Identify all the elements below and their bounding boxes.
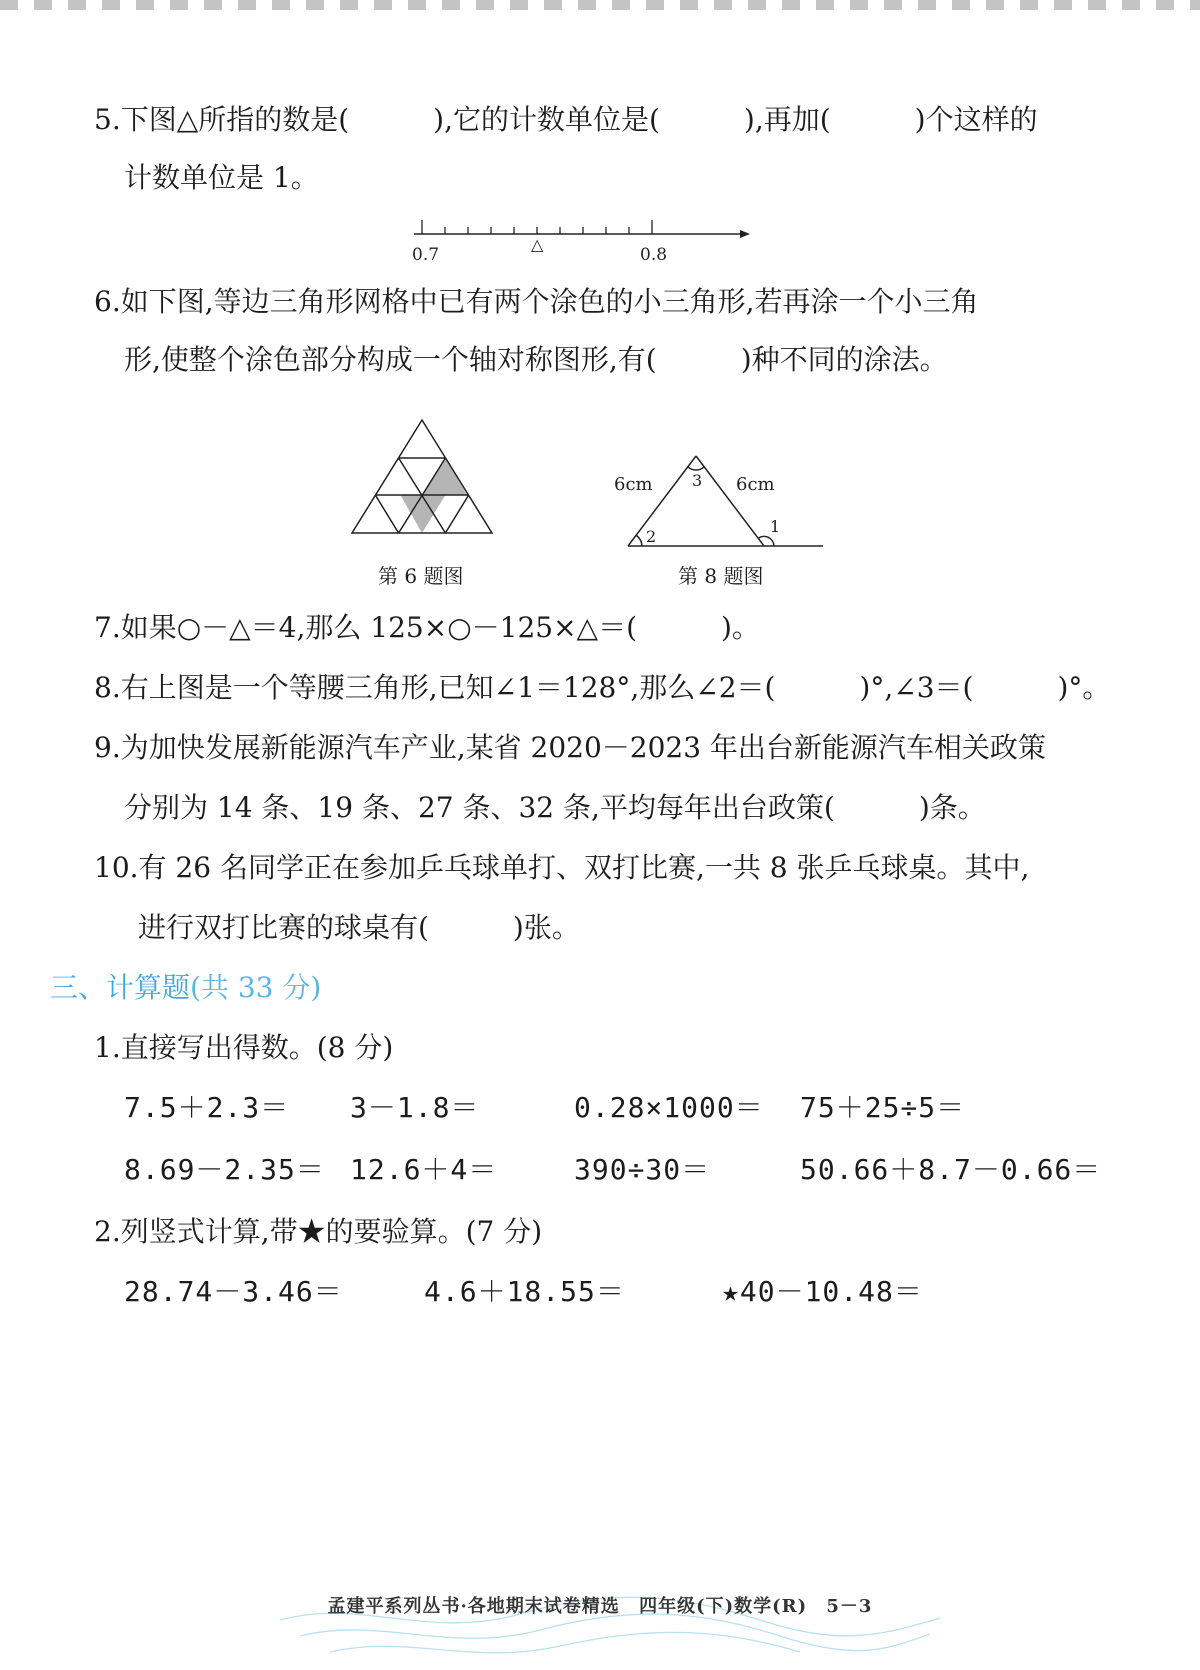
- calc-2-title: 2.列竖式计算,带★的要验算。(7 分): [94, 1215, 543, 1248]
- question-5-line1: 5.下图△所指的数是( ),它的计数单位是( ),再加( )个这样的: [94, 103, 1038, 136]
- calc-1-row1-item4: 75＋25÷5＝: [800, 1091, 966, 1124]
- figure-8-caption: 第 8 题图: [678, 564, 764, 588]
- footer-grade: 四年级(下)数学(R): [639, 1596, 808, 1617]
- question-8: 8.右上图是一个等腰三角形,已知∠1＝128°,那么∠2＝( )°,∠3＝( )°。: [94, 671, 1111, 704]
- shaded-triangle-lower: [400, 495, 445, 533]
- question-9-line2: 分别为 14 条、19 条、27 条、32 条,平均每年出台政策( )条。: [124, 791, 986, 824]
- calc-2-item3: ★40－10.48＝: [722, 1275, 923, 1308]
- number-line-label-right: 0.8: [640, 245, 668, 265]
- question-10-line1: 10.有 26 名同学正在参加乒乓球单打、双打比赛,一共 8 张乒乓球桌。其中,: [94, 851, 1030, 884]
- figure-6-caption: 第 6 题图: [378, 564, 464, 588]
- question-6-line1: 6.如下图,等边三角形网格中已有两个涂色的小三角形,若再涂一个小三角: [94, 285, 979, 318]
- top-edge-decoration: [0, 0, 1200, 10]
- calc-1-row2-item2: 12.6＋4＝: [350, 1153, 498, 1186]
- page-footer: [0, 1580, 1200, 1670]
- number-line-figure: [412, 218, 752, 268]
- calc-1-row2-item4: 50.66＋8.7－0.66＝: [800, 1153, 1102, 1186]
- calc-1-row1-item2: 3－1.8＝: [350, 1091, 480, 1124]
- question-5-line2: 计数单位是 1。: [124, 161, 319, 194]
- left-side-length: 6cm: [614, 474, 653, 495]
- section-3-heading: [50, 968, 321, 1008]
- calc-1-title: 1.直接写出得数。(8 分): [94, 1031, 394, 1064]
- calc-1-row2-item3: 390÷30＝: [574, 1153, 711, 1186]
- calc-1-row2-item1: 8.69－2.35＝: [124, 1153, 325, 1186]
- question-6-line2: 形,使整个涂色部分构成一个轴对称图形,有( )种不同的涂法。: [124, 343, 948, 376]
- triangle-grid-figure: [350, 418, 500, 548]
- isosceles-triangle-figure: [610, 446, 830, 556]
- number-line-label-left: 0.7: [412, 245, 440, 265]
- section-3-points: (共 33 分): [190, 971, 322, 1004]
- section-3-title: 三、计算题: [50, 971, 191, 1004]
- right-side-length: 6cm: [736, 474, 775, 495]
- footer-page: 5－3: [826, 1596, 873, 1617]
- angle-1-label: 1: [770, 517, 781, 536]
- question-9-line1: 9.为加快发展新能源汽车产业,某省 2020－2023 年出台新能源汽车相关政策: [94, 731, 1046, 764]
- angle-2-label: 2: [646, 527, 657, 546]
- footer-text: [0, 1592, 1200, 1618]
- calc-2-item2: 4.6＋18.55＝: [424, 1275, 625, 1308]
- question-7: 7.如果○－△＝4,那么 125×○－125×△＝( )。: [94, 611, 760, 644]
- calc-1-row1-item3: 0.28×1000＝: [574, 1091, 764, 1124]
- question-10-line2: 进行双打比赛的球桌有( )张。: [138, 911, 580, 944]
- number-line-ticks: [422, 220, 652, 234]
- calc-1-row1-item1: 7.5＋2.3＝: [124, 1091, 290, 1124]
- calc-2-item1: 28.74－3.46＝: [124, 1275, 343, 1308]
- angle-3-label: 3: [692, 471, 703, 490]
- number-line-marker: △: [531, 235, 544, 254]
- shaded-triangle-upper: [422, 458, 467, 495]
- footer-series: 孟建平系列丛书·各地期末试卷精选: [327, 1596, 620, 1617]
